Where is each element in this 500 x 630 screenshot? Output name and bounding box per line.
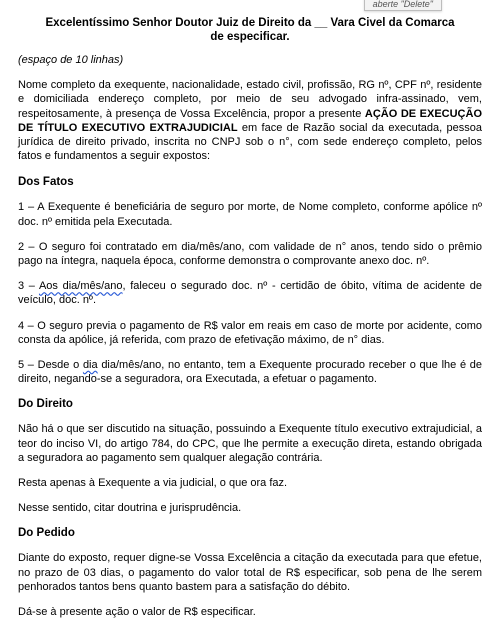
section-heading-fatos: Dos Fatos xyxy=(18,176,74,189)
request-paragraph-1: Diante do exposto, requer digne-se Vossa Excelência a citação da executada para que efetue, no prazo de 03 dias, o pagamento do valor total de R$ especificar, sob pena de lhe serem penhorados tantos bens quanto bastem para a satisfação do débito. xyxy=(18,552,482,593)
law-paragraph-3: Nesse sentido, citar doutrina e jurisprudência. xyxy=(18,502,242,515)
request-paragraph-2: Dá-se à presente ação o valor de R$ especificar. xyxy=(18,606,256,619)
intro-text: Nome completo da exequente, nacionalidade, estado civil, profissão, RG nº, CPF nº, residente e domiciliada endereço completo, por meio de seu advogado infra-assinado, vem, respeitosamente, à presença de Vossa Excelência, propor a presente xyxy=(18,79,482,120)
document-page xyxy=(18,16,482,630)
fact-3-number: 3 – xyxy=(18,280,39,293)
section-heading-direito: Do Direito xyxy=(18,398,73,411)
spellcheck-flagged-text[interactable]: dia xyxy=(82,359,98,372)
law-paragraph-1: Não há o que ser discutido na situação, possuindo a Exequente título executivo extrajudicial, a teor do inciso VI, do artigo 784, do CPC, que lhe permite a execução direta, estando obrigada a seguradora ao pagamento sem qualquer alegação contrária. xyxy=(18,423,482,464)
fact-3-text: , faleceu o segurado doc. nº - certidão de óbito, vítima de acidente de veículo, doc. nº. xyxy=(18,280,482,307)
delete-hint-tab: aberte "Delete" xyxy=(364,0,442,11)
section-heading-pedido: Do Pedido xyxy=(18,527,75,540)
fact-5-text: dia/mês/ano, no entanto, tem a Exequente procurado receber o que lhe é de direito, negando-se a seguradora, ora Executada, a efetuar o pagamento. xyxy=(18,359,483,386)
space-note: (espaço de 10 linhas) xyxy=(18,54,124,66)
intro-text-end: em face de Razão social da executada, pessoa jurídica de direito privado, inscrita no CNPJ sob o n°, com sede endereço completo, pelos fatos e fundamentos a seguir expostos: xyxy=(18,121,482,163)
title-line-2: de especificar. xyxy=(210,31,290,43)
fact-paragraph-3 xyxy=(18,279,482,307)
spellcheck-flagged-text[interactable]: Aos dia/mês/ano xyxy=(38,280,123,293)
title-line-1: Excelentíssimo Senhor Doutor Juiz de Direito da __ Vara Civel da Comarca xyxy=(45,17,455,29)
fact-5-start: 5 – Desde o xyxy=(18,359,83,372)
fact-paragraph-1: 1 – A Exequente é beneficiária de seguro por morte, de Nome completo, conforme apólice nº doc. nº emitida pela Executada. xyxy=(18,201,482,228)
fact-paragraph-4: 4 – O seguro previa o pagamento de R$ valor em reais em caso de morte por acidente, como consta da apólice, já referida, com prazo de efetivação máximo, de n° dias. xyxy=(18,319,482,346)
intro-paragraph xyxy=(18,78,482,163)
fact-paragraph-2: 2 – O seguro foi contratado em dia/mês/ano, com validade de n° anos, tendo sido o prêmio pago na íntegra, naquela época, conforme demonstra o comprovante anexo doc. nº. xyxy=(18,240,482,268)
document-title xyxy=(18,16,482,44)
fact-paragraph-5 xyxy=(18,358,482,386)
action-title: AÇÃO DE EXECUÇÃO DE TÍTULO EXECUTIVO EXTRAJUDICIAL xyxy=(18,107,483,134)
law-paragraph-2: Resta apenas à Exequente a via judicial, o que ora faz. xyxy=(18,477,288,490)
